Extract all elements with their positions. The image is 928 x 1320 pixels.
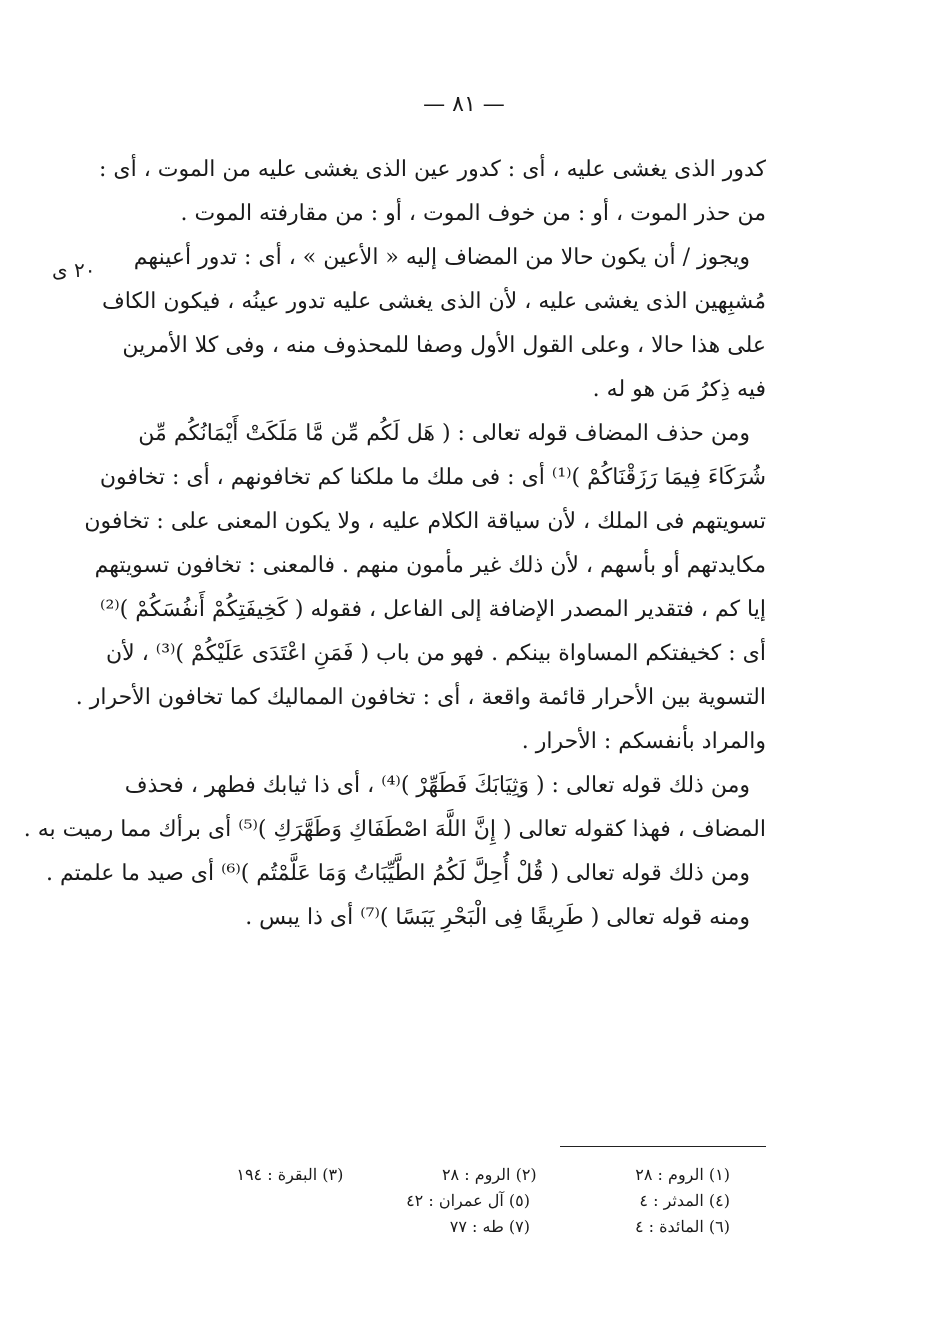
footnote: (١) الروم : ٢٨ <box>635 1165 730 1184</box>
footnote-row <box>150 1162 730 1188</box>
text-line: ومن حذف المضاف قوله تعالى : ( هَل لَكُم مِّن مَّا مَلَكَتْ أَيْمَانُكُم مِّن <box>138 421 750 446</box>
text-line: والمراد بأنفسكم : الأحرار . <box>521 729 766 754</box>
text-line: مكايدتهم أو بأسهم ، لأن ذلك غير مأمون منهم . فالمعنى : تخافون تسويتهم <box>94 553 766 578</box>
text-line: تسويتهم فى الملك ، لأن سياقة الكلام عليه ، ولا يكون المعنى على : تخافون <box>84 509 766 534</box>
footnote: (٢) الروم : ٢٨ <box>441 1165 537 1184</box>
footnote-row <box>150 1214 730 1240</box>
footnote-row <box>150 1188 730 1214</box>
text-line: فيه ذِكرُ مَن هو له . <box>592 377 766 402</box>
text-line: شُرَكَاءَ فِيمَا رَزَقْنَاكُمْ )⁽¹⁾ أى : فى ملك ما ملكنا كم تخافونهم ، أى : تخافون <box>99 465 766 490</box>
text-line: المضاف ، فهذا كقوله تعالى ( إِنَّ اللَّهَ اصْطَفَاكِ وَطَهَّرَكِ )⁽⁵⁾ أى برأك مما رميت به . <box>23 817 766 842</box>
text-line: ويجوز / أن يكون حالا من المضاف إليه « الأعين » ، أى : تدور أعينهم <box>133 245 750 270</box>
page-number: — ٨١ — <box>423 92 505 117</box>
text-line: كدور الذى يغشى عليه ، أى : كدور عين الذى يغشى عليه من الموت ، أى : <box>98 157 766 182</box>
text-line: أى : كخيفتكم المساواة بينكم . فهو من باب ( فَمَنِ اعْتَدَى عَلَيْكُمْ )⁽³⁾ ، لأن <box>106 641 766 666</box>
text-line: ومن ذلك قوله تعالى : ( وَثِيَابَكَ فَطَهِّرْ )⁽⁴⁾ ، أى ذا ثيابك فطهر ، فحذف <box>124 773 750 798</box>
text-line: على هذا حالا ، وعلى القول الأول وصفا للمحذوف منه ، وفى كلا الأمرين <box>122 333 766 358</box>
footnote: (٦) المائدة : ٤ <box>634 1217 730 1236</box>
text-line: من حذر الموت ، أو : من خوف الموت ، أو : من مقارفته الموت . <box>180 201 766 226</box>
margin-note: ٢٠ ى <box>52 258 96 282</box>
footnote: (٧) طه : ٧٧ <box>449 1217 530 1236</box>
footnote: (٣) البقرة : ١٩٤ <box>236 1165 344 1184</box>
text-line: ومن ذلك قوله تعالى ( قُلْ أُحِلَّ لَكُمُ الطَّيِّبَاتُ وَمَا عَلَّمْتُم )⁽⁶⁾ أى صيد ما علمتم . <box>46 861 750 886</box>
text-line: إيا كم ، فتقدير المصدر الإضافة إلى الفاعل ، فقوله ( كَخِيفَتِكُمْ أَنفُسَكُمْ )⁽²⁾ <box>100 597 766 622</box>
text-line: مُشبِهين الذى يغشى عليه ، لأن الذى يغشى عليه تدور عينُه ، فيكون الكاف <box>101 289 766 314</box>
footnote: (٥) آل عمران : ٤٢ <box>406 1191 530 1210</box>
footnote: (٤) المدثر : ٤ <box>639 1191 730 1210</box>
text-line: ومنه قوله تعالى ( طَرِيقًا فِى الْبَحْرِ يَبَسًا )⁽⁷⁾ أى ذا يبس . <box>245 905 750 930</box>
footnotes <box>150 1162 730 1240</box>
footnote-divider <box>560 1146 766 1147</box>
text-line: التسوية بين الأحرار قائمة واقعة ، أى : تخافون المماليك كما تخافون الأحرار . <box>75 685 766 710</box>
